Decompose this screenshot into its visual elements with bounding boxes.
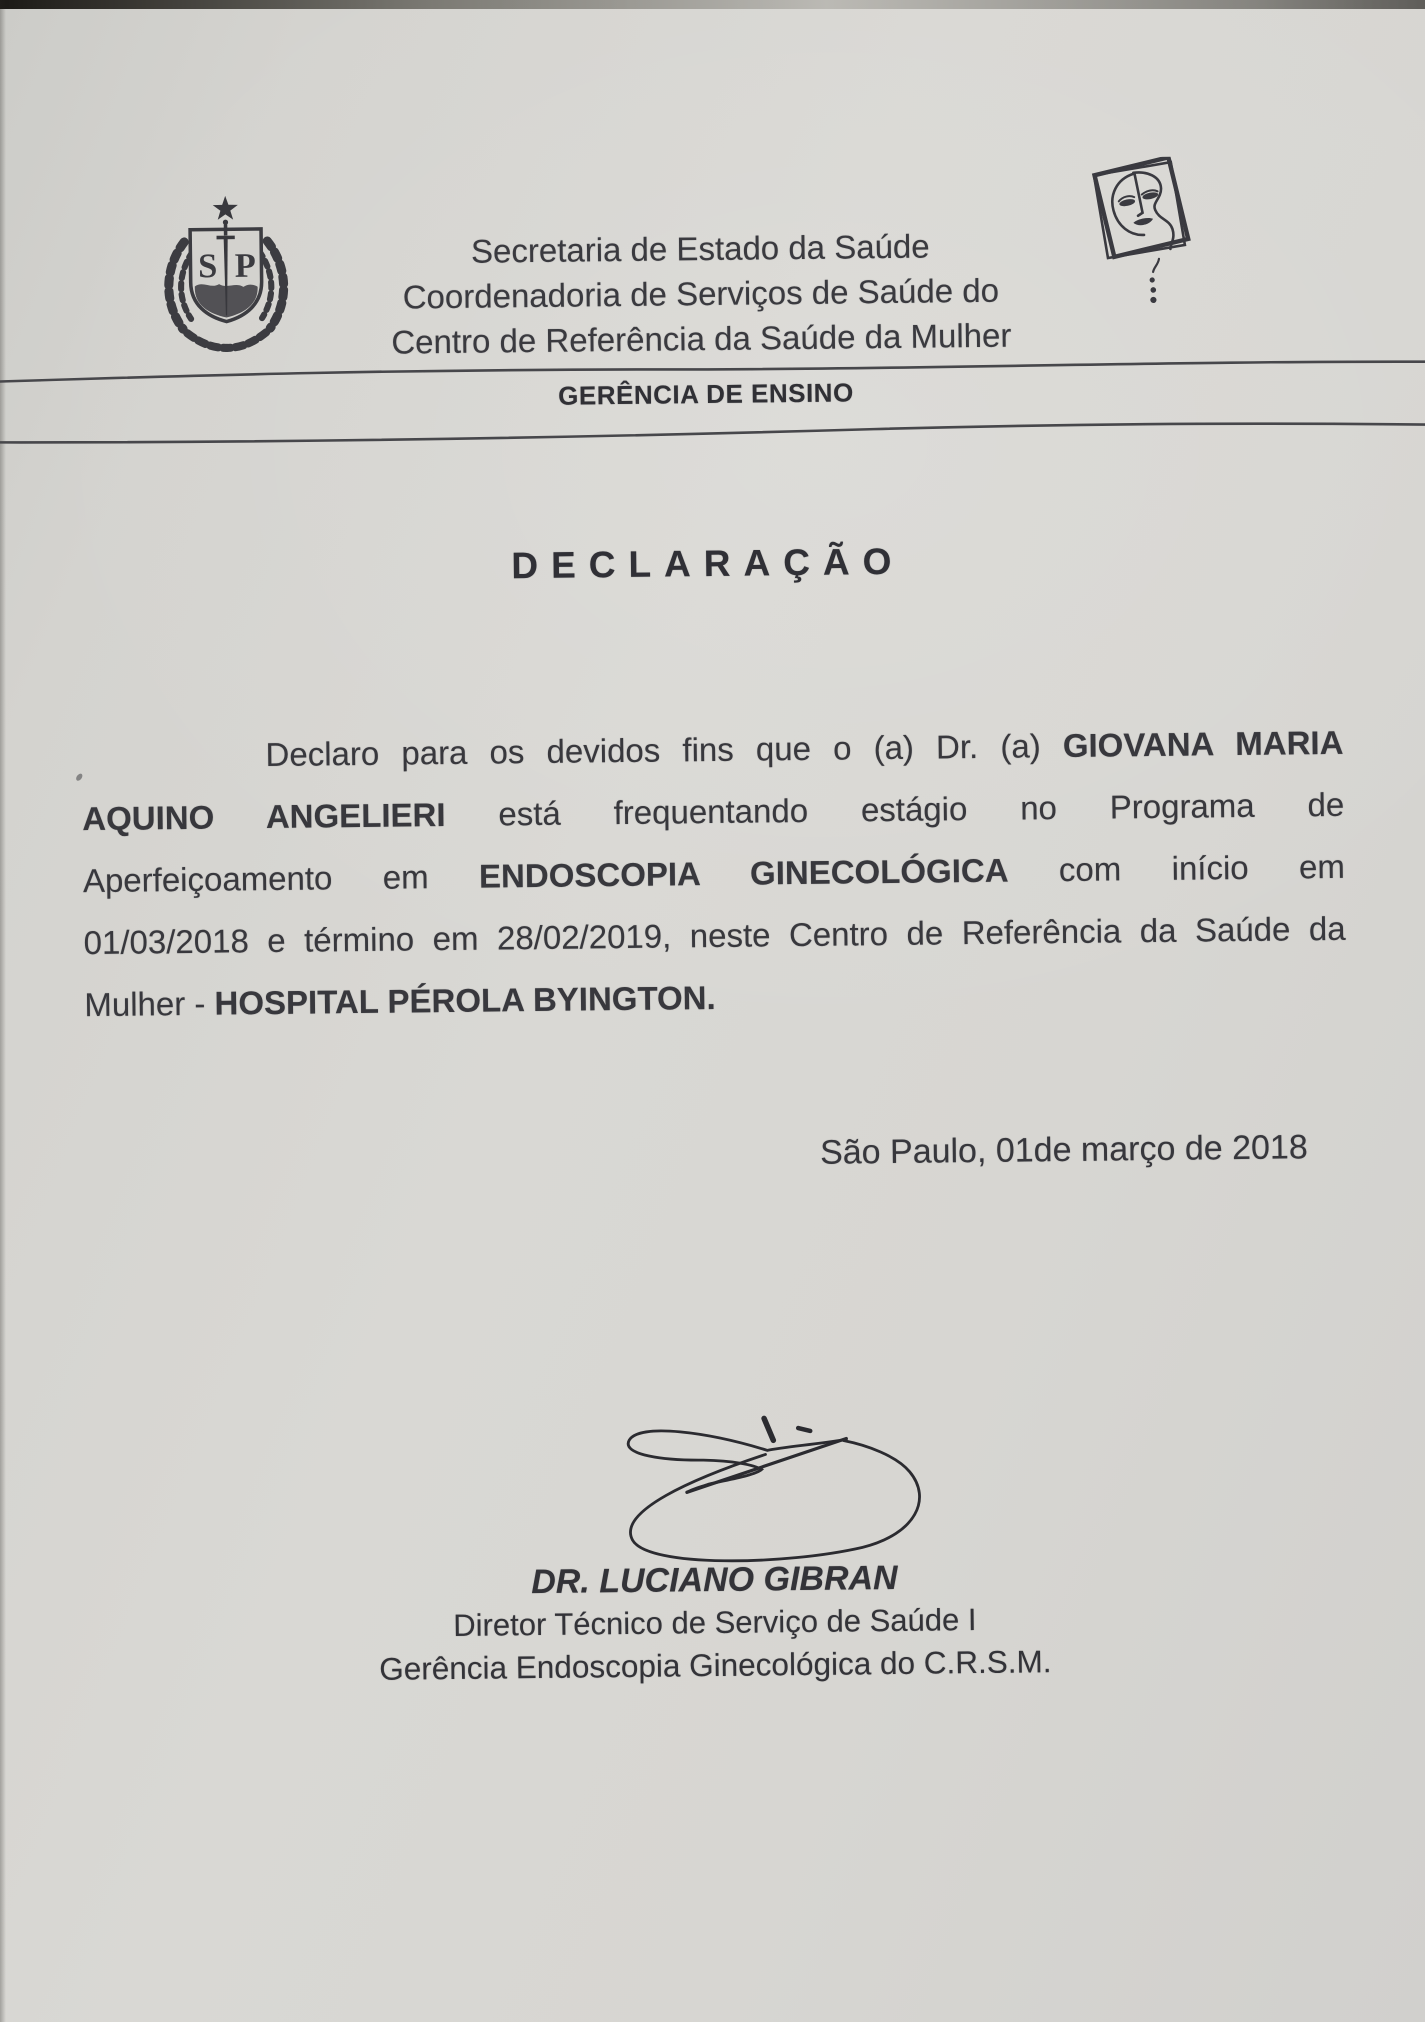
body-line-4-text: 01/03/2018 e término em 28/02/2019, neste Centro de Referência da Saúde da [83,909,1346,962]
dateline: São Paulo, 01de março de 2018 [819,1128,1308,1172]
body-line-3-normal2: com início em [1058,847,1346,889]
signatory-name: DR. LUCIANO GIBRAN [530,1558,898,1602]
star-glyph [213,196,238,220]
header-line-3: Centro de Referência da Saúde da Mulher [391,316,1012,361]
body-paragraph [81,712,1346,1036]
body-line-1-bold: GIOVANA MARIA [1062,723,1344,765]
body-line-5 [84,960,1347,1036]
header-line-2: Coordenadoria de Serviços de Saúde do [402,271,1000,316]
signature-scribble [557,1358,1059,1579]
body-line-5-normal: Mulher - [84,984,206,1024]
emblem-letter-p: P [234,246,256,285]
emblem-letter-s: S [197,247,218,286]
body-line-2-normal: está frequentando estágio no Programa de [498,785,1345,833]
body-line-2-bold: AQUINO ANGELIERI [82,796,446,838]
signatory-department: Gerência Endoscopia Ginecológica do C.R.S.M. [379,1643,1052,1687]
body-line-3-bold: ENDOSCOPIA GINECOLÓGICA [478,851,1009,895]
woman-face-logo-icon [1087,156,1201,307]
document-title: DECLARAÇÃO [511,540,905,587]
banner-gerencia-de-ensino: GERÊNCIA DE ENSINO [558,377,854,411]
body-line-1-normal: Declaro para os devidos fins que o (a) Dr. (a) [265,727,1041,774]
signatory-block [7,1550,1423,1694]
signatory-role: Diretor Técnico de Serviço de Saúde I [453,1602,977,1643]
separator-line-bottom [0,416,1425,451]
body-line-3-normal1: Aperfeiçoamento em [82,858,429,900]
header-line-1: Secretaria de Estado da Saúde [470,227,930,270]
body-line-5-bold: HOSPITAL PÉROLA BYINGTON. [214,978,716,1022]
